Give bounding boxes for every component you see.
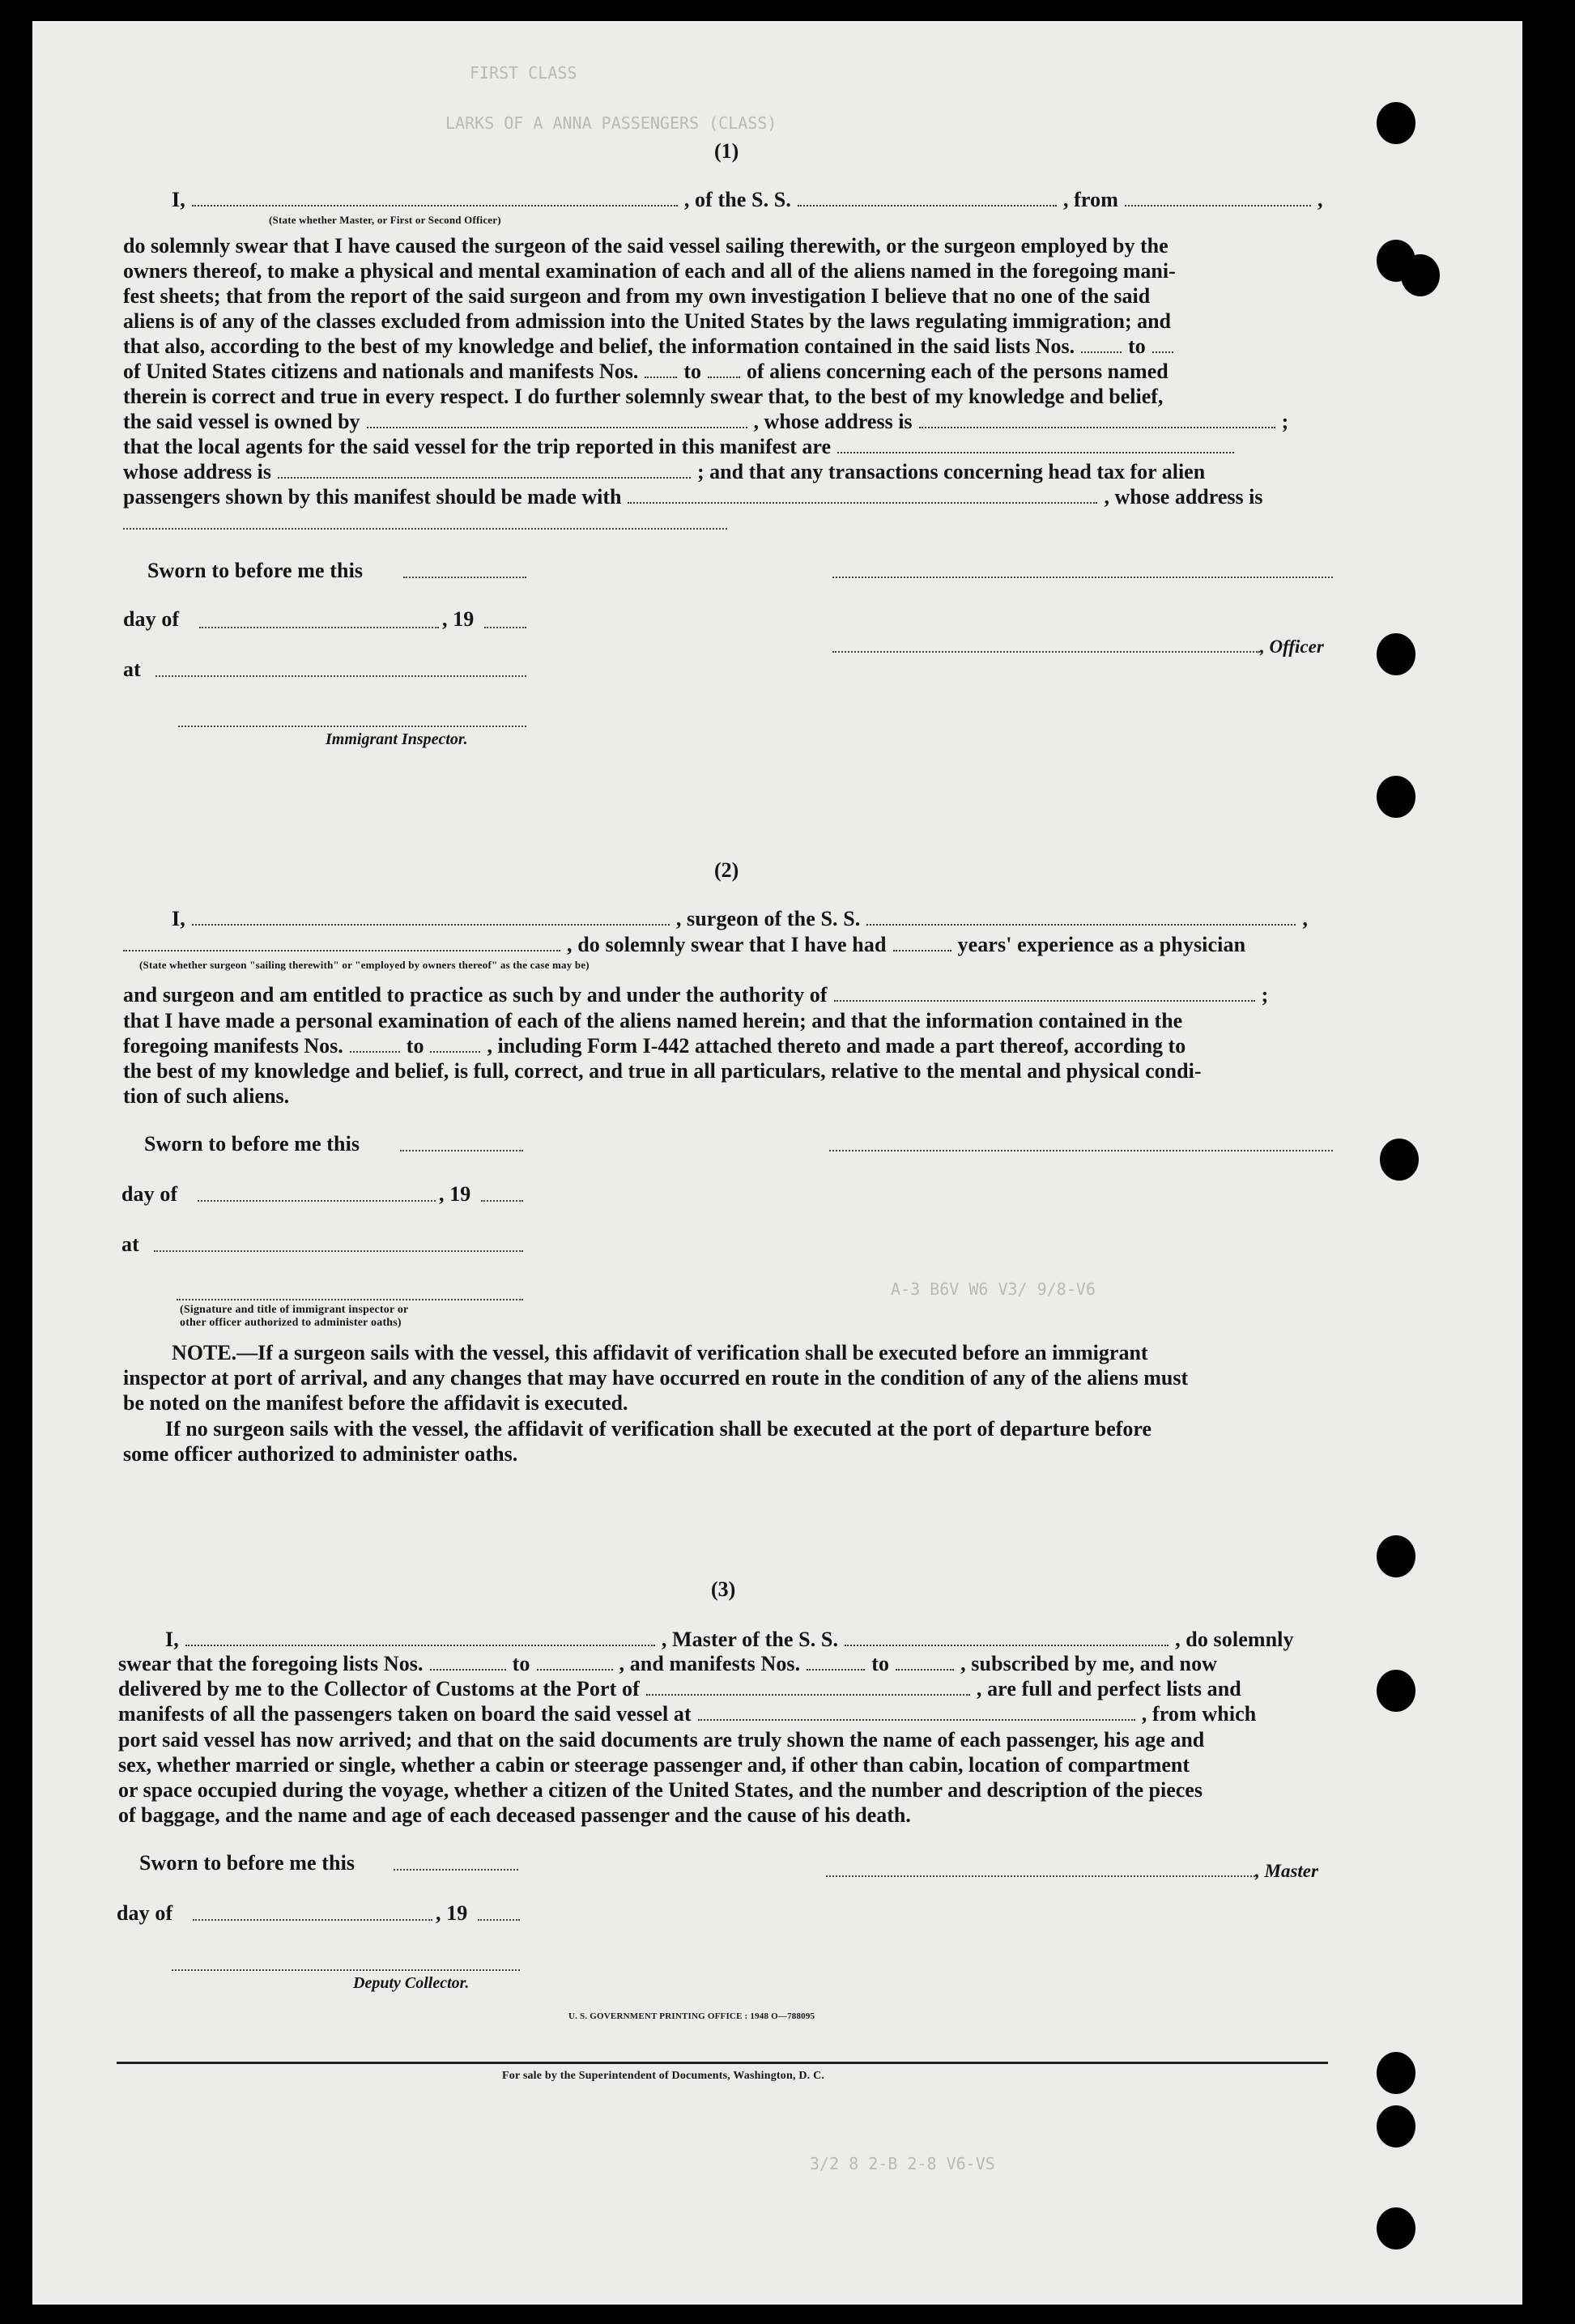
text-line: that I have made a personal examination of each of the aliens named herein; and that the information contained in the <box>123 1009 1183 1032</box>
text: ; <box>1281 410 1289 433</box>
section2-surgeon-line <box>172 907 1308 931</box>
sale-notice: For sale by the Superintendent of Documents, Washington, D. C. <box>502 2070 825 2082</box>
text: , and manifests Nos. <box>619 1652 801 1675</box>
sworn-label: Sworn to before me this <box>147 559 364 582</box>
signature-line <box>172 1969 520 1971</box>
text-line: NOTE.—If a surgeon sails with the vessel, this affidavit of verification shall be executed before an immigrant <box>172 1341 1148 1364</box>
text-line: do solemnly swear that I have caused the surgeon of the said vessel sailing therewith, or the surgeon employed by the <box>123 234 1168 258</box>
blank-field <box>896 1666 954 1671</box>
blank-field <box>367 424 747 428</box>
text: , do solemnly <box>1175 1628 1294 1651</box>
officer-label: , Officer <box>1260 636 1324 657</box>
day-of-label: day of <box>123 607 180 631</box>
punch-hole <box>1377 633 1415 675</box>
signature-line <box>177 1299 523 1300</box>
punch-hole <box>1377 2207 1415 2250</box>
text-line: therein is correct and true in every respect. I do further solemnly swear that, to the best of my knowledge and belief, <box>123 385 1164 408</box>
blank-field <box>350 1048 400 1053</box>
text: , of the S. S. <box>683 188 791 211</box>
section3-port-line <box>118 1677 1241 1701</box>
blank-field <box>192 202 678 206</box>
punch-hole <box>1377 776 1415 818</box>
blank-field <box>278 474 691 479</box>
text-line <box>123 434 1334 459</box>
text: to <box>683 360 701 383</box>
at-label: at <box>121 1232 139 1256</box>
note-paragraph <box>123 1340 1334 1415</box>
blank-field <box>537 1666 613 1671</box>
text: the said vessel is owned by <box>123 410 360 433</box>
year-label: , 19 <box>442 607 475 631</box>
blank-field <box>403 577 526 578</box>
text-line <box>123 1033 1334 1058</box>
bleed-through-text: A-3 B6V W6 V3/ 9/8-V6 <box>891 1279 1096 1299</box>
text-line: port said vessel has now arrived; and that on the said documents are truly shown the name of each passenger, his age and <box>118 1728 1205 1752</box>
bleed-through-text: FIRST CLASS <box>470 63 577 83</box>
text: , <box>1317 188 1323 211</box>
punch-hole <box>1377 2105 1415 2147</box>
blank-field <box>123 528 727 530</box>
text-line: tion of such aliens. <box>123 1084 290 1108</box>
text: whose address is <box>123 460 272 483</box>
signature-line <box>829 1150 1333 1151</box>
signature-line <box>826 1875 1255 1877</box>
text: that the local agents for the said vessel for the trip reported in this manifest are <box>123 435 832 458</box>
text: ; and that any transactions concerning head tax for alien <box>697 460 1206 483</box>
text-line: of baggage, and the name and age of each deceased passenger and the cause of his death. <box>118 1803 911 1827</box>
text: foregoing manifests Nos. <box>123 1034 343 1058</box>
blank-field <box>478 1919 520 1921</box>
signature-line <box>832 651 1260 653</box>
text: , subscribed by me, and now <box>960 1652 1218 1675</box>
text: I, <box>172 907 185 930</box>
blank-field <box>481 1200 523 1202</box>
text: , <box>1302 907 1308 930</box>
note-paragraph-2 <box>123 1416 1334 1466</box>
text: , from <box>1062 188 1118 211</box>
punch-hole <box>1377 1535 1415 1577</box>
text-line: some officer authorized to administer oaths. <box>123 1442 518 1466</box>
punch-hole <box>1377 102 1415 144</box>
blank-field <box>123 947 560 951</box>
text-line: fest sheets; that from the report of the said surgeon and from my own investigation I believe that no one of the said <box>123 284 1151 308</box>
blank-field <box>919 424 1275 428</box>
text-line <box>123 334 1334 359</box>
blank-field <box>807 1666 865 1671</box>
text-line <box>123 459 1334 484</box>
punch-hole <box>1377 2052 1415 2094</box>
sworn-label: Sworn to before me this <box>144 1132 360 1156</box>
blank-field <box>394 1869 518 1871</box>
text: of aliens concerning each of the persons named <box>747 360 1168 383</box>
bleed-through-text: 3/2 8 2-B 2-8 V6-VS <box>810 2154 995 2173</box>
field-caption: (State whether surgeon "sailing therewith" or "employed by owners thereof" as the case may be) <box>139 959 590 971</box>
section3-from-line <box>118 1702 1256 1726</box>
section2-paragraph <box>123 1008 1334 1109</box>
blank-field <box>698 1716 1135 1721</box>
master-label: , Master <box>1255 1861 1318 1881</box>
text: to <box>512 1652 530 1675</box>
blank-field <box>155 675 526 677</box>
text-line: the best of my knowledge and belief, is full, correct, and true in all particulars, relative to the mental and physical condi- <box>123 1059 1202 1083</box>
blank-field <box>400 1150 523 1151</box>
year-label: , 19 <box>439 1182 471 1206</box>
text-line: or space occupied during the voyage, whether a citizen of the United States, and the number and description of the pieces <box>118 1778 1203 1802</box>
blank-field <box>834 997 1255 1002</box>
sworn-label: Sworn to before me this <box>139 1851 355 1875</box>
text: , whose address is <box>1104 485 1263 509</box>
blank-field <box>845 1641 1168 1646</box>
blank-field <box>893 947 951 951</box>
text: years' experience as a physician <box>957 933 1246 956</box>
blank-field <box>1152 348 1173 353</box>
section-number: (2) <box>714 858 739 882</box>
text: passengers shown by this manifest should be made with <box>123 485 622 509</box>
blank-field <box>866 921 1296 926</box>
collector-label: Deputy Collector. <box>353 1974 470 1992</box>
text-line: inspector at port of arrival, and any changes that may have occurred en route in the condition of any of the aliens must <box>123 1366 1189 1390</box>
text: , whose address is <box>753 410 913 433</box>
blank-field <box>628 499 1097 504</box>
inspector-label: Immigrant Inspector. <box>326 730 468 748</box>
text: , do solemnly swear that I have had <box>567 933 887 956</box>
blank-field <box>192 921 670 926</box>
section3-lists-line <box>118 1652 1217 1676</box>
blank-field <box>1125 202 1311 206</box>
printing-office-imprint: U. S. GOVERNMENT PRINTING OFFICE : 1948 O—788095 <box>568 2011 815 2021</box>
text-line: owners thereof, to make a physical and mental examination of each and all of the aliens named in the foregoing mani- <box>123 259 1176 283</box>
text: that also, according to the best of my knowledge and belief, the information contained in the said lists Nos. <box>123 334 1075 358</box>
bleed-through-text: LARKS OF A ANNA PASSENGERS (CLASS) <box>445 113 777 133</box>
text-line <box>123 484 1334 509</box>
field-caption: (State whether Master, or First or Second Officer) <box>269 214 501 226</box>
punch-hole <box>1377 1670 1415 1712</box>
text: to <box>1128 334 1146 358</box>
section-number: (3) <box>711 1577 736 1601</box>
year-label: , 19 <box>436 1901 468 1925</box>
blank-field <box>798 202 1057 206</box>
text: , Master of the S. S. <box>661 1628 839 1651</box>
day-of-label: day of <box>117 1901 173 1925</box>
text: I, <box>172 188 185 211</box>
section3-master-line <box>165 1628 1294 1652</box>
text: , surgeon of the S. S. <box>675 907 861 930</box>
blank-field <box>430 1666 506 1671</box>
text: to <box>871 1652 890 1675</box>
punch-hole <box>1401 254 1440 296</box>
blank-field <box>837 449 1234 453</box>
section1-oath-line <box>172 188 1323 212</box>
signature-line <box>178 726 526 727</box>
text-line: sex, whether married or single, whether a cabin or steerage passenger and, if other than cabin, location of compartment <box>118 1753 1190 1777</box>
text: I, <box>165 1628 179 1651</box>
text: and surgeon and am entitled to practice as such by and under the authority of <box>123 983 828 1007</box>
text-line <box>123 359 1334 384</box>
section3-paragraph <box>118 1727 1334 1828</box>
blank-field <box>1081 348 1122 353</box>
text: ; <box>1261 983 1269 1007</box>
day-of-label: day of <box>121 1182 178 1206</box>
footer-rule <box>117 2062 1328 2064</box>
text: , are full and perfect lists and <box>976 1677 1241 1700</box>
section-number: (1) <box>714 139 739 163</box>
field-caption: other officer authorized to administer oaths) <box>180 1317 402 1329</box>
at-label: at <box>123 658 141 681</box>
text: delivered by me to the Collector of Customs at the Port of <box>118 1677 640 1700</box>
text-line: If no surgeon sails with the vessel, the affidavit of verification shall be executed at the port of departure before <box>165 1417 1152 1441</box>
text: of United States citizens and nationals and manifests Nos. <box>123 360 639 383</box>
text-line <box>123 409 1334 434</box>
blank-field <box>646 1691 970 1696</box>
blank-field <box>185 1641 655 1646</box>
punch-hole <box>1380 1139 1419 1181</box>
section1-oath-paragraph <box>123 233 1334 509</box>
text-line: aliens is of any of the classes excluded from admission into the United States by the laws regulating immigration; and <box>123 309 1172 333</box>
blank-field <box>645 373 677 378</box>
blank-field <box>430 1048 480 1053</box>
blank-field <box>484 627 526 628</box>
text: , from which <box>1141 1702 1257 1726</box>
field-caption: (Signature and title of immigrant inspector or <box>180 1304 409 1316</box>
text: , including Form I-442 attached thereto and made a part thereof, according to <box>487 1034 1186 1058</box>
text: swear that the foregoing lists Nos. <box>118 1652 424 1675</box>
signature-line <box>832 577 1333 578</box>
blank-field <box>199 627 439 628</box>
blank-field <box>193 1919 432 1921</box>
blank-field <box>154 1250 523 1252</box>
section2-experience-line <box>123 933 1245 957</box>
text: manifests of all the passengers taken on board the said vessel at <box>118 1702 692 1726</box>
blank-field <box>198 1200 436 1202</box>
text-line: be noted on the manifest before the affidavit is executed. <box>123 1391 628 1415</box>
blank-field <box>708 373 740 378</box>
text: to <box>406 1034 424 1058</box>
authority-line <box>123 983 1268 1007</box>
